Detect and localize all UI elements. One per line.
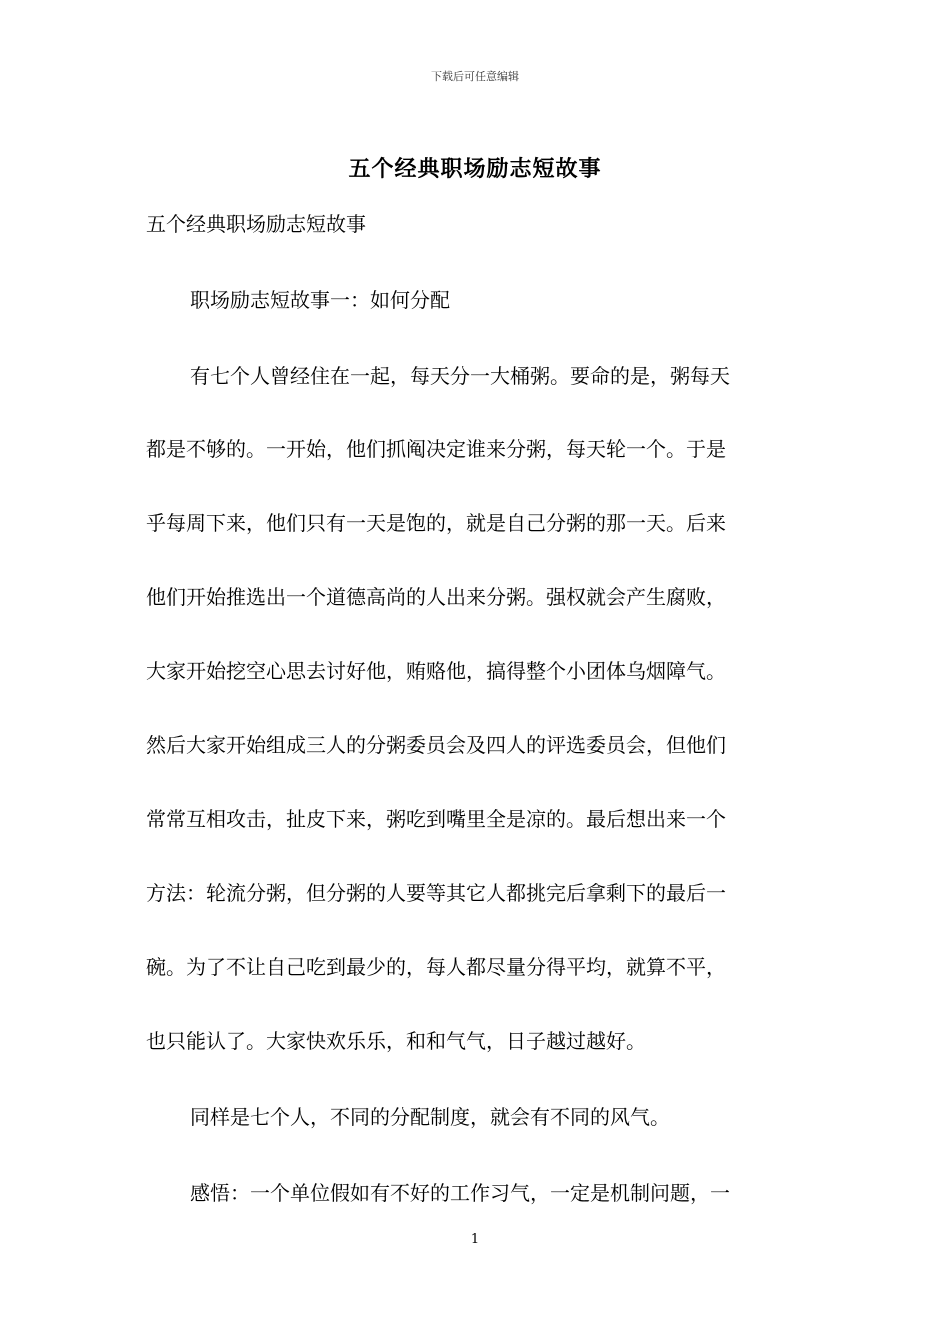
paragraph-line: 感悟：一个单位假如有不好的工作习气，一定是机制问题，一 [190,1181,730,1205]
page-number: 1 [470,1232,480,1247]
section-heading: 职场励志短故事一：如何分配 [190,288,450,312]
paragraph-line: 方法：轮流分粥，但分粥的人要等其它人都挑完后拿剩下的最后一 [146,881,726,905]
paragraph-line: 大家开始挖空心思去讨好他，贿赂他，搞得整个小团体乌烟障气。 [146,659,726,683]
paragraph-line: 都是不够的。一开始，他们抓阄决定谁来分粥，每天轮一个。于是 [146,437,726,461]
paragraph-line: 同样是七个人，不同的分配制度，就会有不同的风气。 [190,1105,670,1129]
paragraph-line: 他们开始推选出一个道德高尚的人出来分粥。强权就会产生腐败， [146,585,726,609]
paragraph-line: 碗。为了不让自己吃到最少的，每人都尽量分得平均，就算不平， [146,955,726,979]
paragraph-line: 常常互相攻击，扯皮下来，粥吃到嘴里全是凉的。最后想出来一个 [146,807,726,831]
document-title: 五个经典职场励志短故事 [348,156,602,182]
paragraph-line: 乎每周下来，他们只有一天是饱的，就是自己分粥的那一天。后来 [146,511,726,535]
paragraph-line: 也只能认了。大家快欢乐乐，和和气气，日子越过越好。 [146,1029,646,1053]
paragraph-line: 有七个人曾经住在一起，每天分一大桶粥。要命的是，粥每天 [190,364,730,388]
paragraph-line: 然后大家开始组成三人的分粥委员会及四人的评选委员会，但他们 [146,733,726,757]
header-note: 下载后可任意编辑 [431,70,519,83]
document-subtitle: 五个经典职场励志短故事 [146,212,366,236]
